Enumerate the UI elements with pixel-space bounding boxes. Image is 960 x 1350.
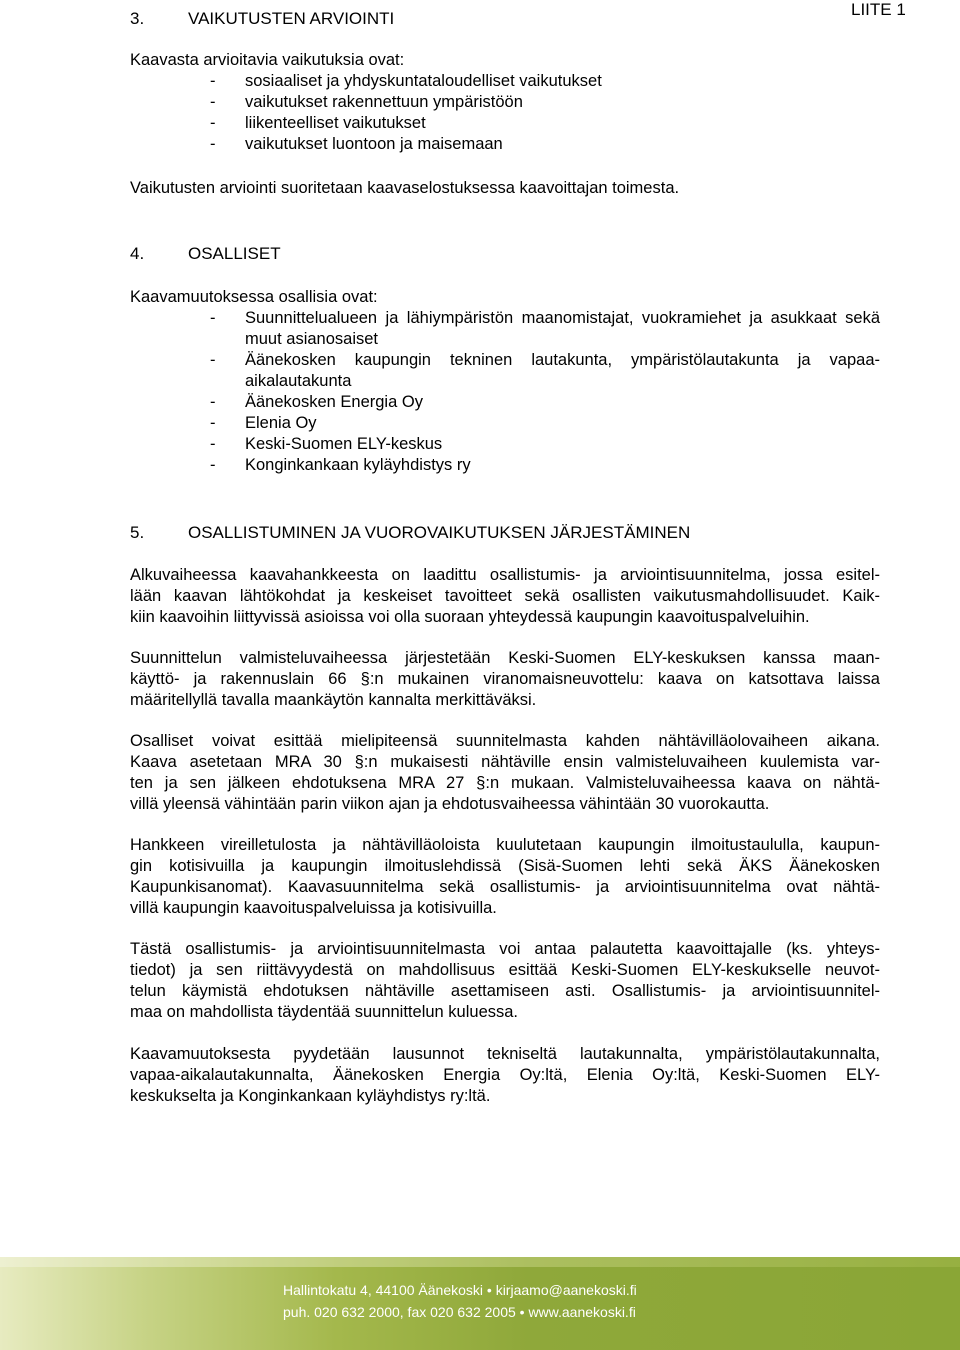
text-line: tiedot) ja sen riittävyydestä on mahdollisuus esittää Keski-Suomen ELY-keskukselle neuvot- — [130, 961, 880, 979]
section-4-intro: Kaavamuutoksessa osallisia ovat: — [130, 288, 378, 306]
paragraph — [130, 731, 880, 815]
text-line: Kaava asetetaan MRA 30 §:n mukaisesti nähtäville ensin valmisteluvaiheen kuulemista var- — [130, 753, 880, 771]
section-3-number: 3. — [130, 9, 145, 28]
text-line: ten ja sen jälkeen ehdotuksena MRA 27 §:n mukaan. Valmisteluvaiheessa kaava on nähtä- — [130, 774, 880, 792]
list-item: - Äänekosken Energia Oy — [210, 392, 880, 413]
text-line: vapaa-aikalautakunnalta, Äänekosken Energia Oy:ltä, Elenia Oy:ltä, Keski-Suomen ELY- — [130, 1066, 880, 1084]
section-5-heading — [130, 522, 690, 543]
section-5-title: OSALLISTUMINEN JA VUOROVAIKUTUKSEN JÄRJESTÄMINEN — [188, 523, 691, 542]
text-line: Kaupunkisanomat). Kaavasuunnitelma sekä osallistumis- ja arviointisuunnitelma ovat nähtä- — [130, 878, 880, 896]
section-4-heading — [130, 243, 281, 264]
text-line: kiin kaavoihin liittyvissä asioissa voi olla suoraan yhteydessä kaupungin kaavoituspalveluihin. — [130, 608, 810, 626]
section-3-heading — [130, 8, 394, 29]
section-4-title: OSALLISET — [188, 244, 281, 263]
footer-address: Hallintokatu 4, 44100 Äänekoski • kirjaamo@aanekoski.fi — [283, 1282, 637, 1298]
footer-stripe — [0, 1257, 960, 1267]
list-item: - Äänekosken kaupungin tekninen lautakunta, ympäristölautakunta ja vapaa-aikalautakunta — [210, 350, 880, 392]
section-5-number: 5. — [130, 523, 145, 542]
paragraph — [130, 1044, 880, 1107]
appendix-label: LIITE 1 — [851, 0, 906, 19]
section-3-title: VAIKUTUSTEN ARVIOINTI — [188, 9, 395, 28]
list-item: - vaikutukset luontoon ja maisemaan — [210, 134, 880, 155]
list-item: - Elenia Oy — [210, 413, 880, 434]
text-line: telun käymistä ehdotuksen nähtäville asettamiseen asti. Osallistumis- ja arviointisuunnitel- — [130, 982, 880, 1000]
text-line: määritellyllä tavalla maankäytön kannalta merkittäväksi. — [130, 691, 537, 709]
text-line: gin kotisivuilla ja kaupungin ilmoituslehdissä (Sisä-Suomen lehti sekä ÄKS Äänekosken — [130, 857, 880, 875]
section-4-list — [210, 308, 880, 476]
text-line: Suunnittelun valmisteluvaiheessa järjestetään Keski-Suomen ELY-keskuksen kanssa maan- — [130, 649, 880, 667]
list-item: - vaikutukset rakennettuun ympäristöön — [210, 92, 880, 113]
list-item: - sosiaaliset ja yhdyskuntataloudelliset vaikutukset — [210, 71, 880, 92]
paragraph — [130, 835, 880, 919]
text-line: lään kaavan lähtökohdat ja keskeiset tavoitteet sekä osallisten vaikutusmahdollisuudet. Kaik- — [130, 587, 880, 605]
text-line: Kaavamuutoksesta pyydetään lausunnot tekniseltä lautakunnalta, ympäristölautakunnalta, — [130, 1045, 880, 1063]
paragraph — [130, 648, 880, 711]
section-4-number: 4. — [130, 244, 145, 263]
section-3-intro: Kaavasta arvioitavia vaikutuksia ovat: — [130, 51, 405, 69]
text-line: Alkuvaiheessa kaavahankkeesta on laadittu osallistumis- ja arviointisuunnitelma, jossa esitel- — [130, 566, 880, 584]
list-item: - liikenteelliset vaikutukset — [210, 113, 880, 134]
text-line: Tästä osallistumis- ja arviointisuunnitelmasta voi antaa palautetta kaavoittajalle (ks. yhteys- — [130, 940, 880, 958]
text-line: maa on mahdollista täydentää suunnittelun kuluessa. — [130, 1003, 518, 1021]
text-line: villä kaupungin kaavoituspalveluissa ja kotisivuilla. — [130, 899, 497, 917]
text-line: Osalliset voivat esittää mielipiteensä suunnitelmasta kahden nähtävilläolovaiheen aikana. — [130, 732, 880, 750]
text-line: Hankkeen vireilletulosta ja nähtävilläoloista kuulutetaan kaupungin ilmoitustaululla, kaupun- — [130, 836, 880, 854]
text-line: villä yleensä vähintään parin viikon ajan ja ehdotusvaiheessa vähintään 30 vuorokautta. — [130, 795, 770, 813]
paragraph — [130, 939, 880, 1023]
paragraph — [130, 565, 880, 628]
section-3-closing: Vaikutusten arviointi suoritetaan kaavaselostuksessa kaavoittajan toimesta. — [130, 179, 680, 197]
list-item: - Suunnittelualueen ja lähiympäristön maanomistajat, vuokramiehet ja asukkaat sekä muut asianosaiset — [210, 308, 880, 350]
footer-contact: puh. 020 632 2000, fax 020 632 2005 • www.aanekoski.fi — [283, 1304, 636, 1320]
section-3-list — [210, 71, 880, 155]
text-line: keskukselta ja Konginkankaan kyläyhdistys ry:ltä. — [130, 1087, 491, 1105]
footer-banner — [0, 1257, 960, 1350]
list-item: - Keski-Suomen ELY-keskus — [210, 434, 880, 455]
list-item: - Konginkankaan kyläyhdistys ry — [210, 455, 880, 476]
text-line: käyttö- ja rakennuslain 66 §:n mukainen viranomaisneuvottelu: kaava on katsottava laissa — [130, 670, 880, 688]
